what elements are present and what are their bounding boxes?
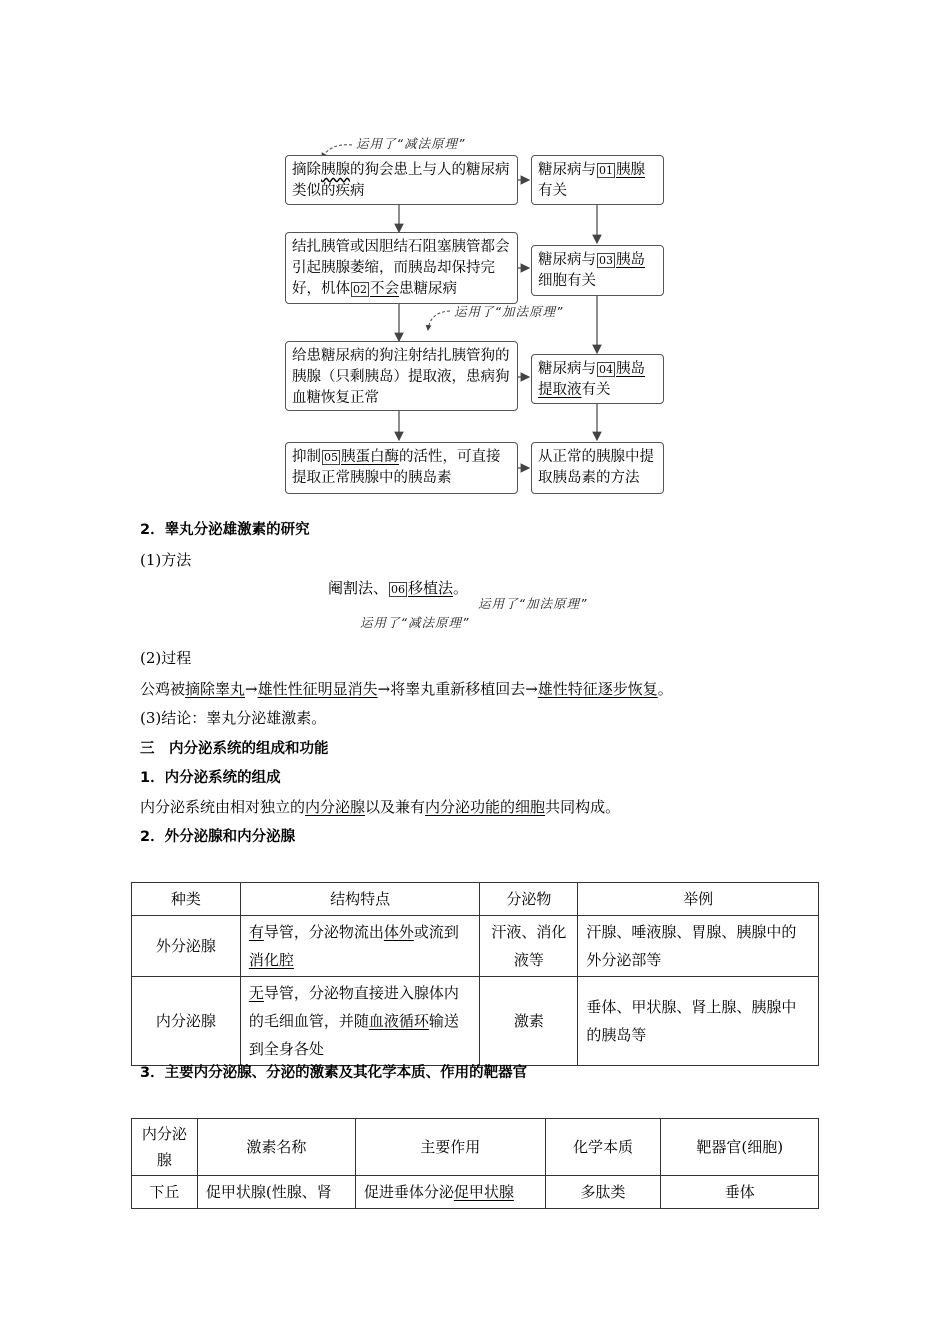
note-method-subtraction: 运用了“减法原理” (360, 615, 470, 630)
header-cell: 主要作用 (355, 1119, 545, 1176)
text: 共同构成。 (545, 798, 621, 816)
text: 有关 (538, 183, 567, 199)
text: 从正常的胰腺中提取胰岛素的方法 (538, 449, 654, 486)
conclusion: (3)结论：睾丸分泌雄激素。 (140, 709, 327, 727)
text: 公鸡被 (140, 680, 186, 698)
text: 输送到全身各处 (248, 1012, 459, 1058)
answer: 雄性性征明显消失 (257, 680, 378, 698)
text: 摘除 (292, 162, 321, 178)
text: 给患糖尿病的狗注射结扎胰管狗的胰腺（只剩胰岛）提取液，患病狗血糖恢复正常 (292, 348, 510, 406)
text: 糖尿病与 (538, 252, 596, 268)
blank-number: 06 (391, 583, 406, 596)
header-cell: 分泌物 (480, 883, 578, 916)
example-cell: 汗腺、唾液腺、胃腺、胰腺中的外分泌部等 (578, 916, 819, 977)
text: 糖尿病与 (538, 361, 596, 377)
header-cell: 激素名称 (197, 1119, 355, 1176)
flow-box-right-3 (531, 354, 664, 404)
note-method-addition: 运用了“加法原理” (478, 596, 588, 611)
gland-cell: 下丘 (132, 1176, 198, 1209)
answer: 体外 (383, 923, 414, 941)
answer: 促甲状腺 (453, 1183, 514, 1201)
text: →将睾丸重新移植回去→ (377, 680, 538, 698)
composition-line (140, 796, 620, 817)
kind-cell: 外分泌腺 (132, 916, 241, 977)
table-header-row (132, 1119, 819, 1176)
table-row (132, 916, 819, 977)
nature-cell: 多肽类 (545, 1176, 661, 1209)
header-cell: 结构特点 (240, 883, 480, 916)
answer: 胰岛 (616, 361, 645, 377)
text: 导管，分泌物直接进入腺体内的毛细血管，并随 (248, 984, 459, 1030)
table-row (132, 977, 819, 1066)
answer: 摘除睾丸 (185, 680, 246, 698)
process-line (140, 678, 673, 699)
text: 的狗会患上与人的糖尿病类似的疾病 (292, 162, 510, 199)
blank-number: 04 (599, 363, 613, 376)
example-cell: 垂体、甲状腺、肾上腺、胰腺中的胰岛等 (578, 977, 819, 1066)
hormone-cell: 促甲状腺(性腺、肾 (197, 1176, 355, 1209)
text: 。 (453, 579, 469, 597)
text: 糖尿病与 (538, 162, 596, 178)
answer: 提取液 (538, 382, 582, 398)
target-cell: 垂体 (661, 1176, 819, 1209)
answer: 内分泌功能的细胞 (425, 798, 546, 816)
wavy-text: 胰腺 (321, 162, 350, 178)
text: 细胞有关 (538, 273, 596, 289)
header-cell: 化学本质 (545, 1119, 661, 1176)
blank-number: 01 (599, 164, 613, 177)
header-cell: 种类 (132, 883, 241, 916)
table-header-row (132, 883, 819, 916)
text: 导管，分泌物流出 (263, 923, 384, 941)
note-pointer-mid (428, 311, 450, 330)
secretion-cell: 汗液、消化液等 (480, 916, 578, 977)
answer: 胰蛋白酶 (341, 449, 399, 465)
sub2-heading: 2．外分泌腺和内分泌腺 (140, 829, 296, 845)
text: 以及兼有 (365, 798, 426, 816)
answer: 有 (248, 923, 264, 941)
answer: 消化腔 (248, 951, 294, 969)
flow-box-right-2 (531, 245, 664, 296)
flow-box-left-4 (285, 442, 518, 494)
blank-number: 03 (599, 254, 613, 267)
hormone-table (131, 1118, 819, 1209)
method-label: (1)方法 (140, 551, 192, 569)
text: 内分泌系统由相对独立的 (140, 798, 306, 816)
flow-box-right-1 (531, 155, 664, 205)
text: 。 (657, 680, 673, 698)
feature-cell (240, 916, 480, 977)
text: 或流到 (413, 923, 459, 941)
text: 有关 (581, 382, 611, 398)
section3-heading: 三 内分泌系统的组成和功能 (140, 741, 329, 757)
text: 的活性，可直接提取正常胰腺中的胰岛素 (292, 449, 501, 486)
blank-number: 05 (324, 451, 338, 464)
note-subtraction-principle: 运用了“减法原理” (356, 136, 466, 151)
text: 促进垂体分泌 (363, 1183, 454, 1201)
header-cell: 内分泌腺 (132, 1119, 198, 1176)
flow-box-left-2 (285, 232, 518, 304)
text: 阉割法、 (328, 579, 389, 597)
flow-box-left-1 (285, 155, 518, 205)
answer: 胰岛 (616, 252, 645, 268)
answer: 血液循环 (368, 1012, 429, 1030)
sub1-heading: 1．内分泌系统的组成 (140, 770, 281, 786)
header-cell: 靶器官(细胞) (661, 1119, 819, 1176)
blank-number: 02 (353, 283, 367, 296)
text: 抑制 (292, 449, 321, 465)
effect-cell (355, 1176, 545, 1209)
answer: 无 (248, 984, 264, 1002)
answer: 雄性特征逐步恢复 (537, 680, 658, 698)
answer: 内分泌腺 (305, 798, 366, 816)
text: 患糖尿病 (399, 281, 457, 297)
kind-cell: 内分泌腺 (132, 977, 241, 1066)
text: 结扎胰管或因胆结石阻塞胰管都会引起胰腺萎缩，而胰岛却保持完好，机体 (292, 239, 510, 297)
section2-heading: 2．睾丸分泌雄激素的研究 (140, 522, 310, 538)
feature-cell (240, 977, 480, 1066)
answer: 移植法 (408, 579, 454, 597)
secretion-cell: 激素 (480, 977, 578, 1066)
note-addition-principle: 运用了“加法原理” (454, 304, 564, 319)
table-row (132, 1176, 819, 1209)
method-line (328, 577, 468, 598)
arrow-text: → (245, 680, 258, 698)
flow-box-right-4 (531, 442, 664, 494)
sub3-heading: 3．主要内分泌腺、分泌的激素及其化学本质、作用的靶器官 (140, 1065, 528, 1081)
flow-box-left-3 (285, 341, 518, 411)
header-cell: 举例 (578, 883, 819, 916)
gland-comparison-table (131, 882, 819, 1066)
process-label: (2)过程 (140, 649, 192, 667)
answer: 不会 (370, 281, 399, 297)
answer: 胰腺 (616, 162, 645, 178)
